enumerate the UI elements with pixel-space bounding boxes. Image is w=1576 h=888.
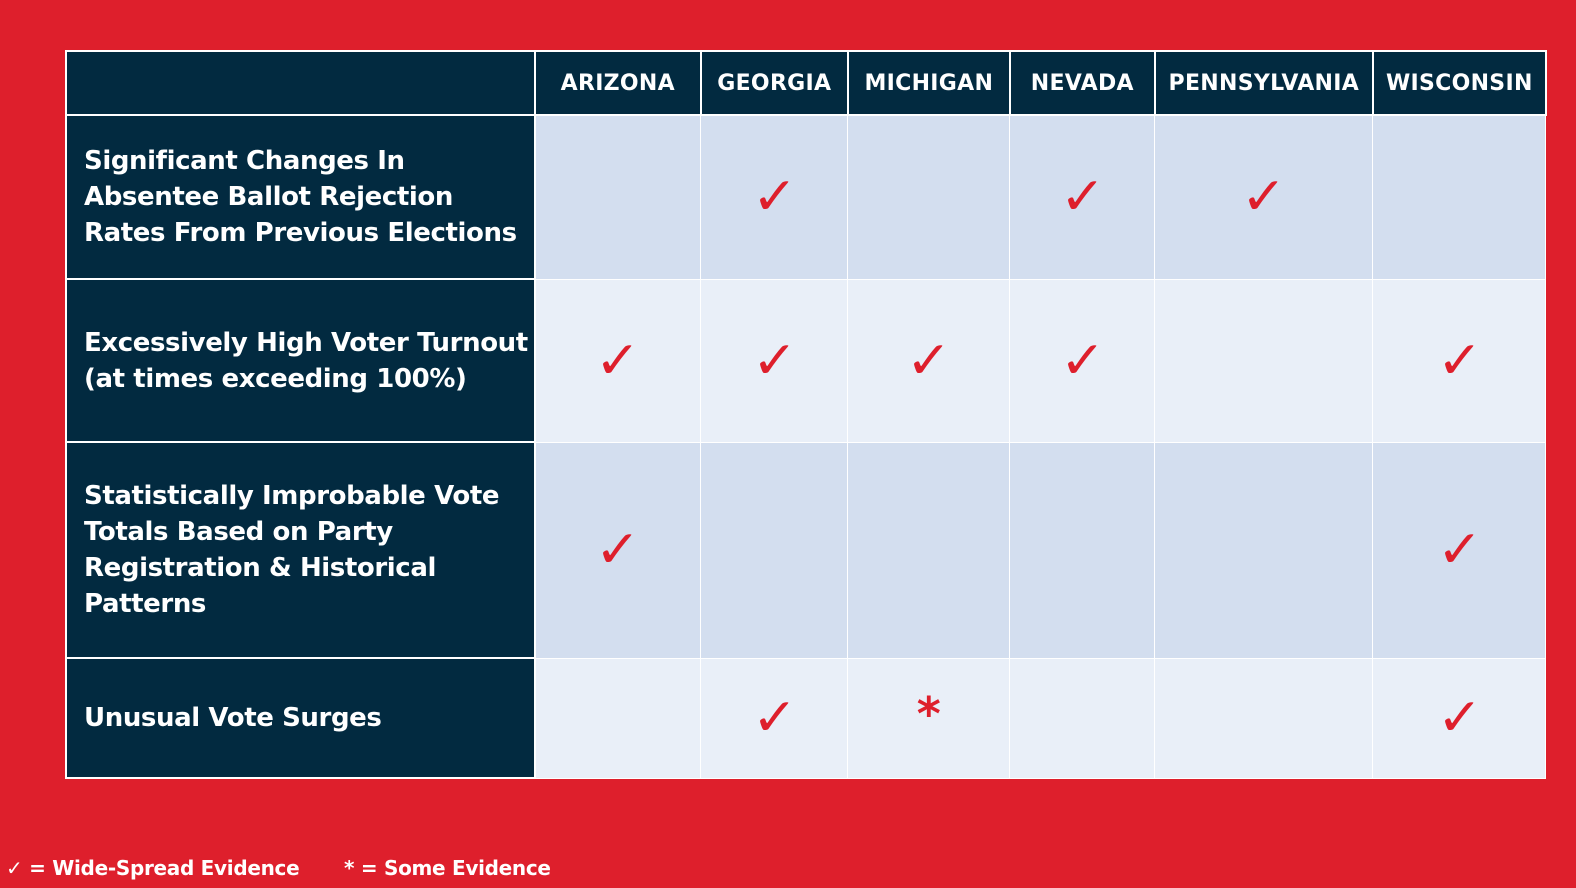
evidence-mark: ✓ xyxy=(905,330,952,391)
evidence-mark: ✓ xyxy=(1240,167,1287,228)
mark-cell xyxy=(535,658,701,778)
mark-cell xyxy=(701,442,848,658)
mark-cell xyxy=(1010,658,1155,778)
column-header-wisconsin: WISCONSIN xyxy=(1373,51,1546,115)
mark-cell xyxy=(1010,442,1155,658)
row-label xyxy=(66,442,535,658)
column-header-pennsylvania: PENNSYLVANIA xyxy=(1155,51,1373,115)
corner-cell xyxy=(66,51,535,115)
mark-cell xyxy=(1155,658,1373,778)
evidence-mark: ✓ xyxy=(1059,330,1106,391)
mark-cell xyxy=(848,658,1010,778)
mark-cell xyxy=(848,279,1010,442)
row-label-line: Rates From Previous Elections xyxy=(84,218,517,248)
mark-cell xyxy=(701,115,848,279)
row-label-line: Patterns xyxy=(84,589,207,619)
evidence-mark: ✓ xyxy=(1436,520,1483,580)
legend-check-item: ✓ = Wide-Spread Evidence xyxy=(6,856,300,880)
row-label-line: Significant Changes In xyxy=(84,146,405,176)
mark-cell xyxy=(848,442,1010,658)
evidence-mark: ✓ xyxy=(1059,167,1106,228)
mark-cell xyxy=(1373,279,1546,442)
mark-cell xyxy=(1155,442,1373,658)
row-label-line: Statistically Improbable Vote xyxy=(84,481,500,511)
evidence-mark: ✓ xyxy=(595,520,641,580)
table-row xyxy=(66,658,1546,778)
legend-star-item: * = Some Evidence xyxy=(344,856,551,880)
row-label-line: Registration & Historical xyxy=(84,553,436,583)
column-header-georgia: GEORGIA xyxy=(701,51,848,115)
column-header-michigan: MICHIGAN xyxy=(848,51,1010,115)
row-label-line: Excessively High Voter Turnout xyxy=(84,327,528,358)
mark-cell xyxy=(701,658,848,778)
table-row xyxy=(66,279,1546,442)
legend xyxy=(6,856,551,880)
mark-cell xyxy=(1010,115,1155,279)
row-label-line: Totals Based on Party xyxy=(84,517,393,547)
column-header-arizona: ARIZONA xyxy=(535,51,701,115)
mark-cell xyxy=(1373,442,1546,658)
mark-cell xyxy=(535,442,701,658)
row-label xyxy=(66,115,535,279)
evidence-matrix xyxy=(65,50,1547,779)
mark-cell xyxy=(1155,115,1373,279)
header-row xyxy=(66,51,1546,115)
evidence-mark: ✓ xyxy=(1436,688,1483,748)
mark-cell xyxy=(1373,658,1546,778)
evidence-mark: ✓ xyxy=(751,688,798,748)
table-row xyxy=(66,115,1546,279)
column-header-nevada: NEVADA xyxy=(1010,51,1155,115)
row-label-line: Unusual Vote Surges xyxy=(84,703,382,733)
mark-cell xyxy=(701,279,848,442)
evidence-mark: * xyxy=(916,687,941,741)
row-label xyxy=(66,279,535,442)
row-label-line: (at times exceeding 100%) xyxy=(84,363,467,394)
evidence-mark: ✓ xyxy=(751,167,798,228)
mark-cell xyxy=(1155,279,1373,442)
mark-cell xyxy=(848,115,1010,279)
row-label xyxy=(66,658,535,778)
evidence-mark: ✓ xyxy=(595,330,641,391)
evidence-mark: ✓ xyxy=(1436,330,1483,391)
mark-cell xyxy=(535,115,701,279)
mark-cell xyxy=(535,279,701,442)
evidence-mark: ✓ xyxy=(751,330,798,391)
mark-cell xyxy=(1010,279,1155,442)
table-row xyxy=(66,442,1546,658)
row-label-line: Absentee Ballot Rejection xyxy=(84,182,453,212)
mark-cell xyxy=(1373,115,1546,279)
